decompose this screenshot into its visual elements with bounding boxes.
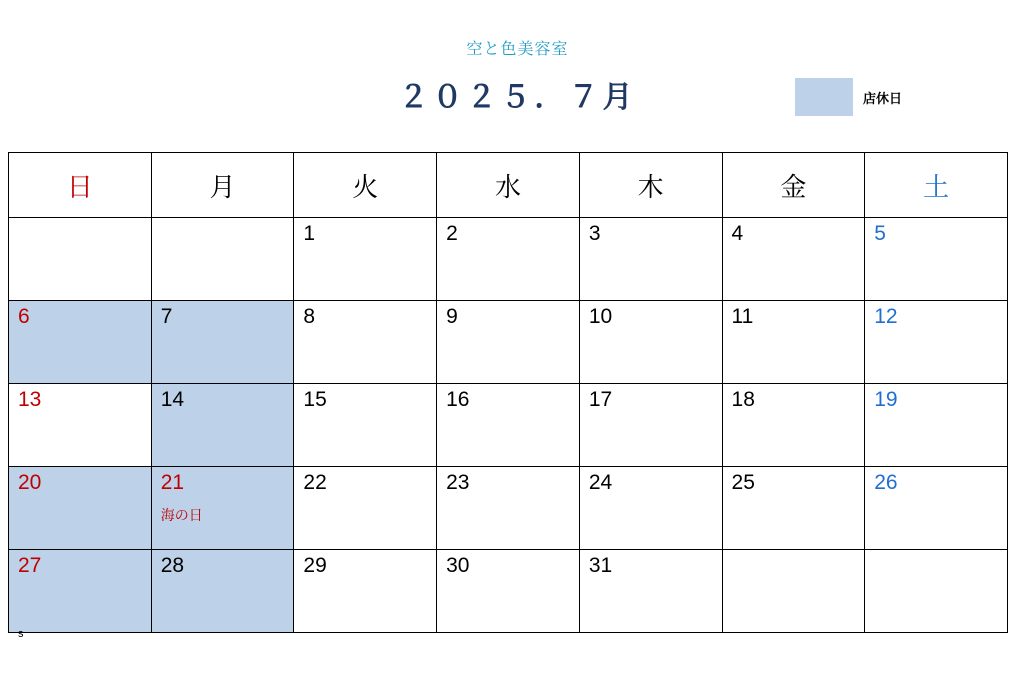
- calendar-day-cell[interactable]: [865, 467, 1008, 550]
- day-number: 28: [160, 554, 185, 577]
- legend: [795, 78, 902, 116]
- calendar-day-cell[interactable]: [437, 384, 580, 467]
- day-number: 31: [588, 554, 613, 577]
- calendar-body: [9, 218, 1008, 633]
- calendar-day-cell[interactable]: [865, 550, 1008, 633]
- calendar-week-row: [9, 550, 1008, 633]
- calendar-day-cell[interactable]: [865, 301, 1008, 384]
- calendar-day-cell[interactable]: [579, 550, 722, 633]
- weekday-header-sat: 土: [865, 153, 1008, 218]
- day-number: 4: [731, 222, 744, 245]
- calendar-week-row: [9, 384, 1008, 467]
- calendar-day-cell[interactable]: [865, 384, 1008, 467]
- day-number: 19: [874, 388, 898, 411]
- calendar-table: [8, 152, 1008, 633]
- day-number: 9: [446, 305, 458, 328]
- weekday-header-tue: 火: [294, 153, 437, 218]
- day-number: 7: [160, 305, 173, 328]
- page-title: ２０２５．７月: [398, 81, 637, 114]
- day-number: 13: [18, 388, 42, 411]
- weekday-header-wed: 水: [437, 153, 580, 218]
- day-number: 17: [588, 388, 613, 411]
- day-number: 6: [18, 305, 30, 328]
- day-number: 5: [874, 222, 886, 245]
- day-number: 12: [874, 305, 898, 328]
- day-number: 18: [731, 388, 755, 411]
- calendar-day-cell[interactable]: [294, 550, 437, 633]
- day-number: 3: [588, 222, 601, 245]
- calendar-day-cell[interactable]: [294, 467, 437, 550]
- legend-swatch-closed: [795, 78, 853, 116]
- day-number: 1: [303, 222, 316, 245]
- calendar-day-cell[interactable]: [579, 301, 722, 384]
- calendar-week-row: [9, 467, 1008, 550]
- calendar-day-cell[interactable]: [9, 301, 152, 384]
- calendar-day-cell[interactable]: [294, 301, 437, 384]
- calendar-week-row: [9, 301, 1008, 384]
- calendar-day-cell[interactable]: [151, 218, 294, 301]
- calendar-day-cell[interactable]: [151, 467, 294, 550]
- weekday-header-thu: 木: [579, 153, 722, 218]
- calendar-day-cell[interactable]: [9, 218, 152, 301]
- day-number: 11: [731, 305, 754, 328]
- day-number: 25: [731, 471, 755, 494]
- legend-label-closed: 店休日: [863, 90, 903, 106]
- calendar-day-cell[interactable]: [437, 301, 580, 384]
- calendar-day-cell[interactable]: [9, 550, 152, 633]
- day-number: 30: [446, 554, 470, 577]
- calendar-day-cell[interactable]: [722, 301, 865, 384]
- day-number: 2: [446, 222, 458, 245]
- day-number: 21: [160, 471, 185, 494]
- calendar-day-cell[interactable]: [722, 384, 865, 467]
- calendar-day-cell[interactable]: [151, 550, 294, 633]
- day-number: 8: [303, 305, 316, 328]
- day-number: 10: [588, 305, 613, 328]
- weekday-header-mon: 月: [151, 153, 294, 218]
- calendar-day-cell[interactable]: [151, 301, 294, 384]
- calendar-day-cell[interactable]: [579, 467, 722, 550]
- weekday-header-fri: 金: [722, 153, 865, 218]
- calendar-day-cell[interactable]: [294, 384, 437, 467]
- calendar-day-cell[interactable]: [294, 218, 437, 301]
- day-number: 22: [303, 471, 327, 494]
- day-number: 14: [160, 388, 185, 411]
- calendar-day-cell[interactable]: [151, 384, 294, 467]
- calendar-day-cell[interactable]: [722, 218, 865, 301]
- calendar-day-cell[interactable]: [579, 384, 722, 467]
- weekday-header-sun: 日: [9, 153, 152, 218]
- calendar-day-cell[interactable]: [437, 550, 580, 633]
- calendar-day-cell[interactable]: [437, 467, 580, 550]
- calendar-week-row: [9, 218, 1008, 301]
- shop-name: 空と色美容室: [466, 41, 569, 58]
- calendar-day-cell[interactable]: [9, 467, 152, 550]
- calendar-header-row: [9, 153, 1008, 218]
- calendar-day-cell[interactable]: [437, 218, 580, 301]
- calendar-day-cell[interactable]: [722, 550, 865, 633]
- holiday-label: 海の日: [160, 507, 203, 523]
- day-number: 16: [446, 388, 470, 411]
- footer-note: s: [18, 628, 24, 640]
- day-number: 29: [303, 554, 327, 577]
- day-number: 23: [446, 471, 470, 494]
- calendar-day-cell[interactable]: [9, 384, 152, 467]
- day-number: 26: [874, 471, 898, 494]
- calendar-day-cell[interactable]: [579, 218, 722, 301]
- day-number: 15: [303, 388, 327, 411]
- calendar-day-cell[interactable]: [722, 467, 865, 550]
- day-number: 24: [588, 471, 613, 494]
- day-number: 20: [18, 471, 42, 494]
- day-number: 27: [18, 554, 42, 577]
- calendar-day-cell[interactable]: [865, 218, 1008, 301]
